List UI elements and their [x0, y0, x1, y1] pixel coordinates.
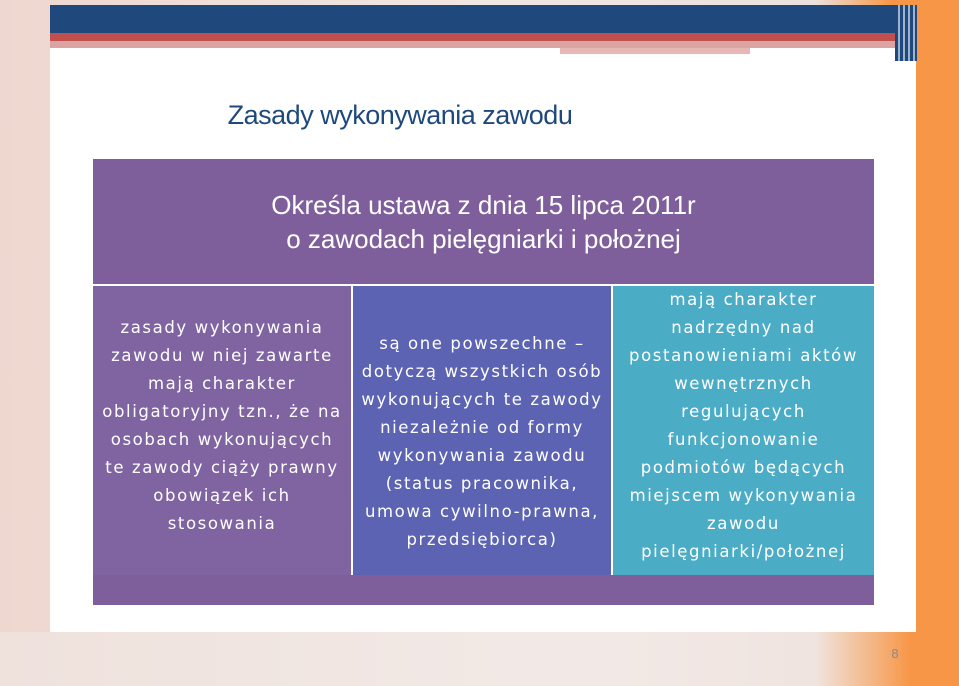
bottom-purple-strip [93, 575, 874, 605]
pink-decorative-line [50, 41, 916, 48]
column-2-line: wykonujących te zawody [361, 390, 603, 409]
column-2-line: wykonywania zawodu [377, 446, 587, 465]
column-1-line: stosowania [167, 514, 277, 533]
column-3-line: funkcjonowanie [667, 430, 820, 449]
column-3-line: pielęgniarki/położnej [641, 542, 846, 561]
column-2-line: (status pracownika, [385, 474, 579, 493]
column-1-line: mają charakter [147, 374, 297, 393]
column-3-line: mają charakter [669, 290, 818, 309]
column-1-line: osobach wykonujących [110, 430, 334, 449]
red-decorative-line [50, 33, 916, 41]
column-3-line: zawodu [707, 514, 780, 533]
column-1-line: te zawody ciąży prawny [105, 458, 339, 477]
column-3-line: miejscem wykonywania [629, 486, 858, 505]
column-3-line: podmiotów będących [640, 458, 847, 477]
column-2-line: przedsiębiorca) [406, 530, 558, 549]
column-universal [353, 284, 613, 575]
column-2-line: są one powszechne – [379, 334, 585, 353]
top-bar-stripes [895, 5, 917, 61]
slide-title: Zasady wykonywania zawodu [227, 100, 573, 130]
column-3-line: wewnętrznych [674, 374, 813, 393]
column-1-line: obligatoryjny tzn., że na [102, 402, 342, 421]
column-2-line: umowa cywilno-prawna, [364, 502, 600, 521]
column-3-line: nadrzędny nad [671, 318, 816, 337]
column-1-line: zasady wykonywania [120, 318, 324, 337]
bottom-band [0, 632, 959, 686]
header-line-2: o zawodach pielęgniarki i położnej [286, 223, 681, 254]
page-number: 8 [891, 646, 899, 661]
top-decorative-bar [50, 5, 916, 33]
column-superior [613, 284, 874, 575]
column-2-line: dotyczą wszystkich osób [361, 362, 603, 381]
column-2-line: niezależnie od formy [380, 418, 584, 437]
column-obligatory [93, 284, 353, 575]
column-1-line: obowiązek ich [153, 486, 291, 505]
column-3-line: postanowieniami aktów [629, 346, 858, 365]
header-box [93, 159, 874, 284]
header-line-1: Określa ustawa z dnia 15 lipca 2011r [271, 189, 696, 220]
column-3-line: regulujących [681, 402, 806, 421]
column-1-line: zawodu w niej zawarte [111, 346, 333, 365]
pink-accent-line [560, 48, 750, 54]
columns-container [93, 284, 874, 575]
